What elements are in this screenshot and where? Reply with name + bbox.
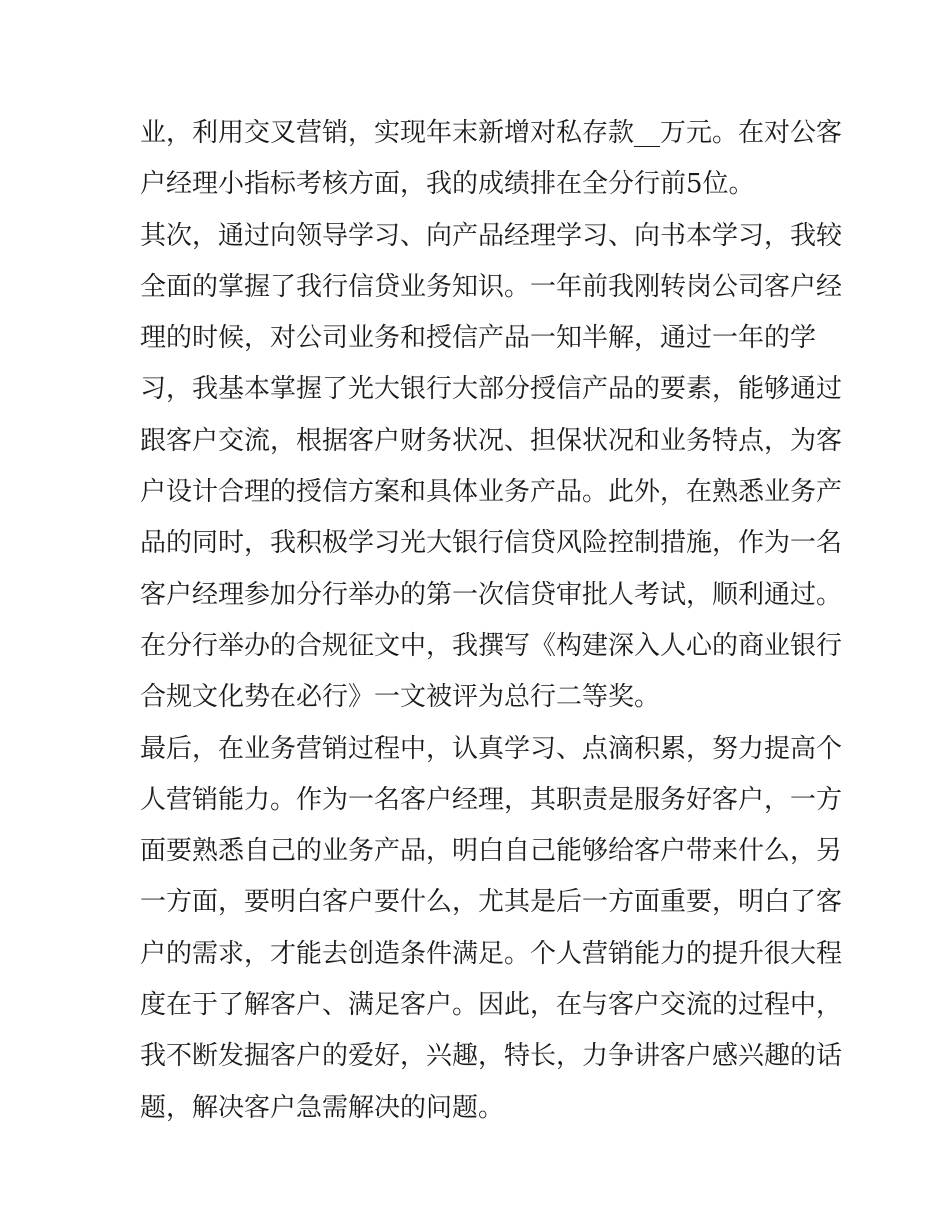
text-line: 跟客户交流，根据客户财务状况、担保状况和业务特点，为客 — [140, 425, 843, 456]
text-line: 题，解决客户急需解决的问题。 — [140, 1092, 505, 1123]
text-line: 全面的掌握了我行信贷业务知识。一年前我刚转岗公司客户经 — [140, 271, 843, 302]
text-line: 在分行举办的合规征文中，我撰写《构建深入人心的商业银行 — [140, 630, 843, 661]
text-line: 理的时候，对公司业务和授信产品一知半解，通过一年的学 — [140, 323, 817, 354]
document-body — [140, 108, 843, 1134]
text-line: 一方面，要明白客户要什么，尤其是后一方面重要，明白了客 — [140, 887, 843, 918]
text-line: 户经理小指标考核方面，我的成绩排在全分行前5位。 — [140, 169, 755, 200]
text-line: 面要熟悉自己的业务产品，明白自己能够给客户带来什么，另 — [140, 836, 843, 867]
text-line: 我不断发掘客户的爱好，兴趣，特长，力争讲客户感兴趣的话 — [140, 1041, 843, 1072]
text-line: 客户经理参加分行举办的第一次信贷审批人考试，顺利通过。 — [140, 579, 843, 610]
text-line: 品的同时，我积极学习光大银行信贷风险控制措施，作为一名 — [140, 528, 843, 559]
text-line: 户设计合理的授信方案和具体业务产品。此外，在熟悉业务产 — [140, 477, 843, 508]
text-line: 其次，通过向领导学习、向产品经理学习、向书本学习，我较 — [140, 220, 843, 251]
text-line: 度在于了解客户、满足客户。因此，在与客户交流的过程中， — [140, 990, 843, 1021]
text-line: 人营销能力。作为一名客户经理，其职责是服务好客户，一方 — [140, 784, 843, 815]
text-line: 习，我基本掌握了光大银行大部分授信产品的要素，能够通过 — [140, 374, 843, 405]
text-line: 户的需求，才能去创造条件满足。个人营销能力的提升很大程 — [140, 938, 843, 969]
text-line: 业，利用交叉营销，实现年末新增对私存款__万元。在对公客 — [140, 118, 843, 148]
text-line: 最后，在业务营销过程中，认真学习、点滴积累，努力提高个 — [140, 733, 843, 764]
text-line: 合规文化势在必行》一文被评为总行二等奖。 — [140, 682, 661, 713]
